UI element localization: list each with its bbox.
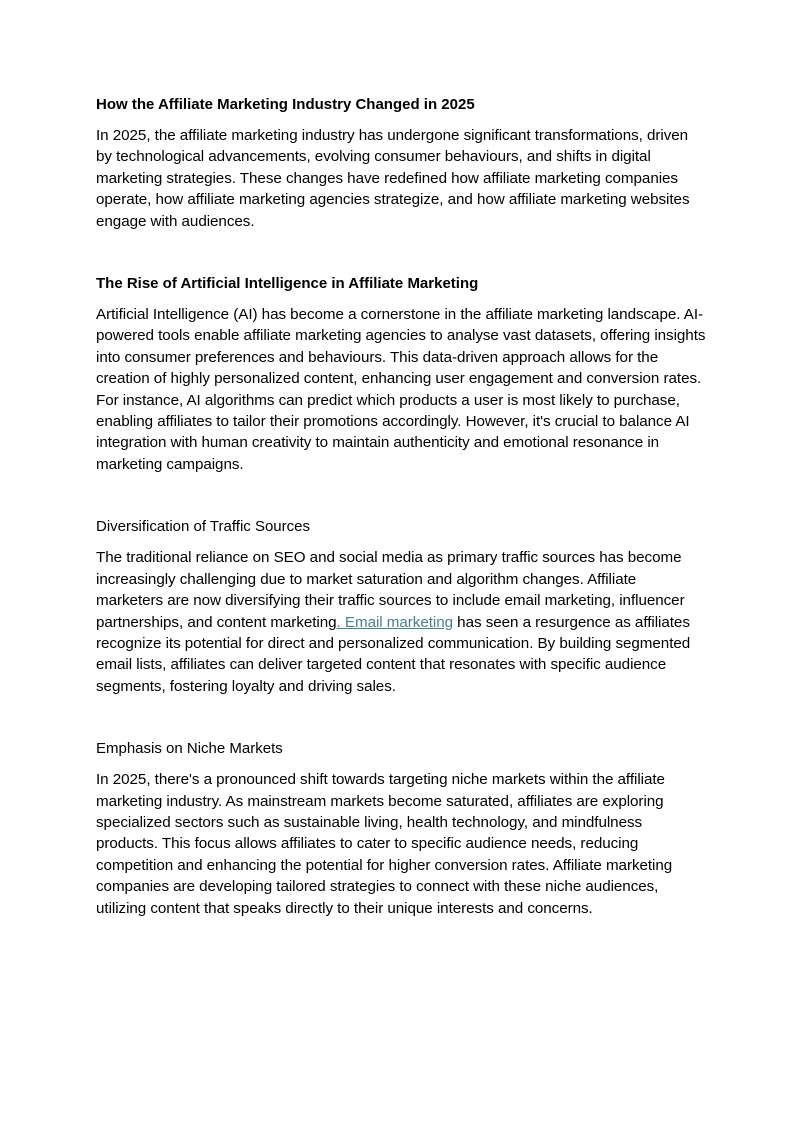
section-heading: How the Affiliate Marketing Industry Changed in 2025: [96, 96, 475, 113]
section-heading: The Rise of Artificial Intelligence in Affiliate Marketing: [96, 275, 479, 293]
email-marketing-link[interactable]: . Email marketing: [336, 613, 454, 631]
section-ai-rise: [96, 274, 706, 475]
section-niche-markets: [96, 739, 706, 919]
document-page: [96, 95, 706, 919]
section-traffic-sources: [96, 517, 706, 697]
section-paragraph: [96, 547, 706, 697]
paragraph-text-before-link: The traditional reliance on SEO and social media as primary traffic sources has become increasingly challenging due to market saturation and algorithm changes. Affiliate marketers are now diversifying their traffic sources to include email marketing, influencer partnerships, and content marketing: [96, 549, 685, 631]
section-industry-changes: [96, 95, 706, 232]
section-paragraph: Artificial Intelligence (AI) has become a cornerstone in the affiliate marketing landscape. AI-powered tools enable affiliate marketing agencies to analyse vast datasets, offering insights into consumer preferences and behaviours. This data-driven approach allows for the creation of highly personalized content, enhancing user engagement and conversion rates. For instance, AI algorithms can predict which products a user is most likely to purchase, enabling affiliates to tailor their promotions accordingly. However, it's crucial to balance AI integration with human creativity to maintain authenticity and emotional resonance in marketing campaigns.: [96, 306, 706, 473]
section-paragraph: In 2025, there's a pronounced shift towards targeting niche markets within the affiliate marketing industry. As mainstream markets become saturated, affiliates are exploring specialized sectors such as sustainable living, health technology, and mindfulness products. This focus allows affiliates to cater to specific audience needs, reducing competition and enhancing the potential for higher conversion rates. Affiliate marketing companies are developing tailored strategies to connect with these niche audiences, utilizing content that speaks directly to their unique interests and concerns.: [96, 771, 673, 917]
section-heading: Emphasis on Niche Markets: [96, 740, 283, 758]
paragraph-text-after-link: has seen a resurgence as affiliates recognize its potential for direct and personalized communication. By building segmented email lists, affiliates can deliver targeted content that resonates with specific audience segments, fostering loyalty and driving sales.: [96, 613, 691, 695]
section-paragraph: In 2025, the affiliate marketing industry has undergone significant transformations, driven by technological advancements, evolving consumer behaviours, and shifts in digital marketing strategies. These changes have redefined how affiliate marketing companies operate, how affiliate marketing agencies strategize, and how affiliate marketing websites engage with audiences.: [96, 127, 690, 230]
section-heading: Diversification of Traffic Sources: [96, 518, 310, 536]
